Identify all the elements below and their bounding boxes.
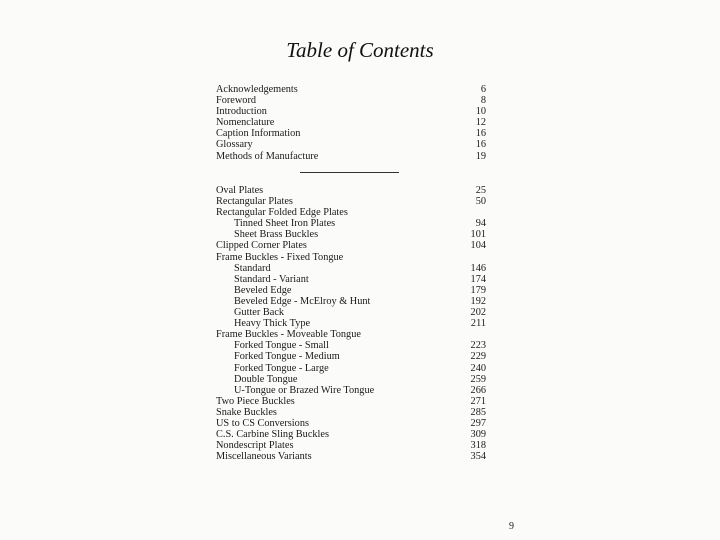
toc-entry-label: Heavy Thick Type — [234, 318, 311, 330]
toc-entry-page: 10 — [475, 106, 486, 118]
toc-entry — [216, 229, 486, 240]
toc-entry-page: 94 — [475, 218, 486, 230]
toc-entry-page: 174 — [470, 273, 486, 285]
toc-front-matter — [216, 84, 486, 162]
toc-entry-page: 146 — [470, 262, 486, 274]
toc-entry-label: Oval Plates — [216, 185, 264, 196]
page-number: 9 — [509, 521, 514, 532]
toc-entry — [216, 196, 486, 207]
toc-entry — [216, 218, 486, 229]
toc-entry-label: Introduction — [216, 106, 267, 118]
toc-entry-label: C.S. Carbine Sling Buckles — [216, 429, 329, 441]
toc-entry — [216, 385, 486, 396]
toc-entry-page: 229 — [470, 351, 486, 363]
toc-entry — [216, 95, 486, 106]
toc-entry — [216, 151, 486, 162]
toc-entry — [216, 252, 486, 263]
toc-entry-label: Tinned Sheet Iron Plates — [234, 218, 336, 230]
toc-entry-label: Caption Information — [216, 128, 301, 140]
toc-entry — [216, 396, 486, 407]
toc-entry-page: 16 — [475, 128, 486, 140]
toc-entry-label: Rectangular Folded Edge Plates — [216, 207, 348, 219]
toc-entry — [216, 240, 486, 251]
toc-entry-page: 202 — [470, 307, 486, 319]
toc-entry-label: Frame Buckles - Moveable Tongue — [216, 329, 361, 341]
toc-entry-page: 16 — [475, 139, 486, 151]
toc-entry-label: Beveled Edge — [234, 284, 292, 296]
toc-entry — [216, 429, 486, 440]
toc-entry — [216, 418, 486, 429]
toc-entry-page: 6 — [480, 84, 486, 95]
toc-entry — [216, 185, 486, 196]
toc-entry — [216, 296, 486, 307]
toc-entry — [216, 139, 486, 150]
toc-entry — [216, 207, 486, 218]
toc-entry — [216, 84, 486, 95]
toc-entry-page: 211 — [470, 318, 486, 330]
toc-entry-label: Methods of Manufacture — [216, 150, 319, 162]
toc-entry — [216, 451, 486, 462]
toc-entry-page: 271 — [470, 395, 486, 407]
toc-entry-page: 259 — [470, 373, 486, 385]
toc-entry-label: Standard — [234, 262, 271, 274]
toc-entry-label: Forked Tongue - Medium — [234, 351, 340, 363]
toc-entry-label: Double Tongue — [234, 373, 298, 385]
toc-entry — [216, 128, 486, 139]
toc-entry — [216, 440, 486, 451]
toc-entry-label: Nondescript Plates — [216, 440, 294, 452]
toc-entry-label: Forked Tongue - Large — [234, 362, 329, 374]
toc-entry — [216, 363, 486, 374]
toc-entry — [216, 117, 486, 128]
toc-entry-page: 354 — [470, 451, 486, 463]
toc-entry-page: 240 — [470, 362, 486, 374]
toc-entry — [216, 407, 486, 418]
toc-entry-page: 318 — [470, 440, 486, 452]
toc-entry-label: Two Piece Buckles — [216, 395, 295, 407]
toc-entry-label: Glossary — [216, 139, 253, 151]
toc-entry-page: 50 — [475, 196, 486, 208]
toc-entry-label: Rectangular Plates — [216, 196, 293, 208]
toc-entry-label: Beveled Edge - McElroy & Hunt — [234, 295, 371, 307]
toc-entry-page: 12 — [475, 117, 486, 129]
toc-entry-page: 192 — [470, 295, 486, 307]
toc-entry-label: Standard - Variant — [234, 273, 309, 285]
toc-entry — [216, 263, 486, 274]
toc-entry-label: Miscellaneous Variants — [216, 451, 312, 463]
toc-entry-label: Forked Tongue - Small — [234, 340, 329, 352]
toc-entry-page: 8 — [480, 95, 486, 107]
toc-entry — [216, 374, 486, 385]
page-title: Table of Contents — [286, 38, 434, 62]
toc-entry — [216, 106, 486, 117]
toc-entry-page: 179 — [470, 284, 486, 296]
toc-entry-label: Sheet Brass Buckles — [234, 229, 319, 241]
toc-entry-page: 25 — [475, 185, 486, 196]
toc-entry — [216, 329, 486, 340]
toc-entry-label: Acknowledgements — [216, 84, 298, 95]
toc-entry-label: Foreword — [216, 95, 257, 107]
toc-entry-page: 223 — [470, 340, 486, 352]
toc-entry-page: 309 — [470, 429, 486, 441]
toc-entry-page: 297 — [470, 417, 486, 429]
toc-main-sections — [216, 185, 486, 462]
toc-entry — [216, 318, 486, 329]
toc-entry-page: 19 — [475, 150, 486, 162]
toc-entry-page: 104 — [470, 240, 486, 252]
toc-entry — [216, 285, 486, 296]
toc-entry-page: 285 — [470, 406, 486, 418]
toc-entry-label: Clipped Corner Plates — [216, 240, 307, 252]
toc-entry-page: 266 — [470, 384, 486, 396]
toc-entry — [216, 274, 486, 285]
section-divider — [300, 172, 399, 173]
toc-entry-label: Frame Buckles - Fixed Tongue — [216, 251, 344, 263]
toc-entry-label: US to CS Conversions — [216, 417, 309, 429]
toc-entry-page: 101 — [470, 229, 486, 241]
toc-entry — [216, 340, 486, 351]
toc-entry-label: U-Tongue or Brazed Wire Tongue — [234, 384, 375, 396]
toc-entry-label: Nomenclature — [216, 117, 275, 129]
toc-entry-label: Gutter Back — [234, 307, 285, 319]
toc-entry — [216, 307, 486, 318]
toc-entry-label: Snake Buckles — [216, 406, 277, 418]
toc-entry — [216, 351, 486, 362]
